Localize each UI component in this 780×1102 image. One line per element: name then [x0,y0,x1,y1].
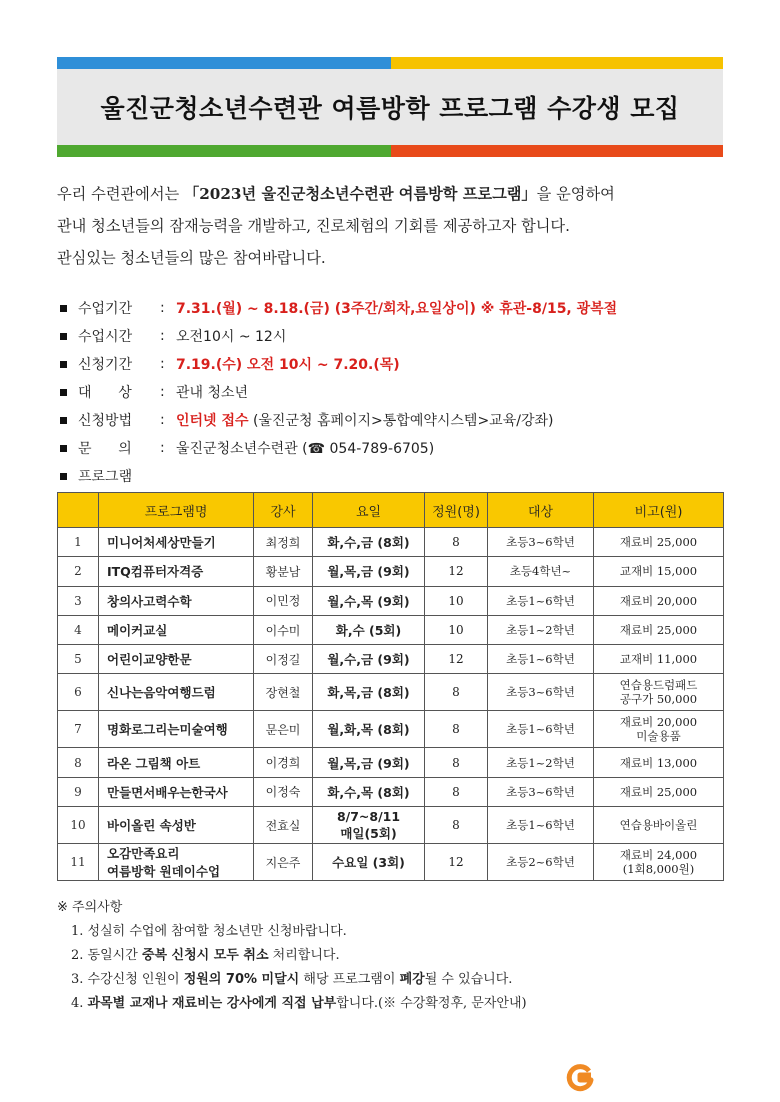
cell-program-name-text: 신나는음악여행드럼 [107,685,216,701]
cell-note-text: 미술용품 [636,729,681,744]
cell-note [594,748,724,777]
info-label: 신청기간 [78,357,133,373]
cell-note [594,777,724,806]
cell-note-text: 재료비 13,000 [619,755,698,770]
cell-teacher [254,645,313,674]
bullet-icon [60,445,67,452]
cell-capacity-text: 12 [448,652,464,667]
note-item [57,992,737,1016]
cell-program-name [99,844,254,881]
note-item [57,944,737,968]
cell-program-name [99,586,254,615]
cell-target [488,615,594,644]
cell-capacity-text: 8 [452,755,460,770]
cell-program-name [99,645,254,674]
cell-day [313,645,425,674]
col-header-teacher: 강사 [254,493,313,528]
table-row [58,645,724,674]
cell-program-name [99,711,254,748]
cell-capacity [425,807,488,844]
cell-teacher [254,528,313,557]
cell-no [58,748,99,777]
cell-target-text: 초등3~6학년 [506,535,575,550]
cell-day [313,748,425,777]
cell-day-text: 화,수,목 (8회) [327,784,410,800]
cell-day-text: 월,목,금 (9회) [327,755,410,771]
cell-target-text: 초등3~6학년 [506,685,575,700]
cell-target [488,645,594,674]
cell-no-text: 1 [74,535,82,550]
cell-teacher [254,586,313,615]
cell-day-text: 매일(5회) [340,825,397,841]
note-text: 3. 수강신청 인원이 [71,972,184,987]
info-row-program [60,462,740,490]
cell-teacher-text: 문은미 [265,722,301,737]
cell-capacity-text: 10 [448,623,464,638]
cell-note [594,528,724,557]
cell-no [58,615,99,644]
cell-no-text: 8 [74,755,82,770]
cell-capacity-text: 8 [452,818,460,833]
cell-day-text: 수요일 (3회) [332,855,405,871]
table-row [58,557,724,586]
cell-note [594,586,724,615]
g-logo-icon [565,1063,595,1093]
cell-no-text: 9 [74,784,82,799]
note-text: 해당 프로그램이 [299,972,400,987]
cell-teacher-text: 전효실 [265,818,301,833]
cell-target [488,557,594,586]
cell-capacity [425,528,488,557]
cell-target-text: 초등1~2학년 [506,755,575,770]
info-value-highlight: 인터넷 접수 [176,413,249,429]
cell-day-text: 월,화,목 (8회) [327,722,410,738]
cell-target [488,777,594,806]
cell-teacher-text: 이수미 [265,623,301,638]
cell-capacity-text: 10 [448,593,464,608]
cell-program-name-text: 어린이교양한문 [107,652,192,668]
cell-target-text: 초등2~6학년 [506,855,575,870]
info-label: 수업시간 [78,329,133,345]
notes-heading: ※ 주의사항 [57,900,123,915]
cell-program-name-text: 창의사고력수학 [107,593,192,609]
cell-capacity-text: 12 [448,564,464,579]
cell-program-name-text: 라온 그림책 아트 [107,755,201,771]
cell-teacher-text: 지은주 [265,855,301,870]
cell-teacher-text: 이정길 [265,652,301,667]
intro-program-name: 「2023년 울진군청소년수련관 여름방학 프로그램」 [184,185,537,203]
cell-program-name-text: 여름방학 원데이수업 [107,864,221,880]
cell-no-text: 3 [74,593,82,608]
cell-day-text: 8/7~8/11 [336,808,401,824]
cell-day [313,557,425,586]
info-label: 신청방법 [78,413,133,429]
cell-teacher [254,748,313,777]
cell-target [488,586,594,615]
cell-target [488,674,594,711]
cell-teacher [254,777,313,806]
cell-day [313,674,425,711]
table-row [58,674,724,711]
cell-note-text: 재료비 25,000 [619,535,698,550]
cell-teacher [254,807,313,844]
table-row [58,586,724,615]
cell-day-text: 화,목,금 (8회) [327,685,410,701]
cell-no [58,711,99,748]
top-color-bar [57,57,723,69]
cell-program-name-text: 명화로그리는미술여행 [107,722,228,738]
bullet-icon [60,305,67,312]
cell-capacity-text: 12 [448,855,464,870]
info-row-time: 수업시간 : 오전10시 ~ 12시 [60,322,740,350]
table-row [58,615,724,644]
cell-program-name-text: 만들면서배우는한국사 [107,784,228,800]
bullet-icon [60,333,67,340]
title-box [57,69,723,145]
cell-teacher [254,844,313,881]
cell-note [594,844,724,881]
col-header-note: 비고(원) [594,493,724,528]
bullet-icon [60,389,67,396]
cell-capacity [425,748,488,777]
cell-day-text: 월,수,금 (9회) [327,652,410,668]
note-item: 1. 성실히 수업에 참여할 청소년만 신청바랍니다. [71,924,347,939]
cell-target-text: 초등1~6학년 [506,593,575,608]
cell-note [594,557,724,586]
info-row-target: 대 상 : 관내 청소년 [60,378,740,406]
info-row-period: 수업기간 : 7.31.(월) ~ 8.18.(금) (3주간/회차,요일상이) ※ 휴관-8/15, 광복절 [60,294,740,322]
cell-day [313,528,425,557]
cell-teacher-text: 장현철 [265,685,301,700]
cell-day-text: 화,수,금 (8회) [327,535,410,551]
cell-no [58,645,99,674]
cell-day [313,615,425,644]
col-header-capacity: 정원(명) [425,493,488,528]
cell-note-text: 재료비 25,000 [619,784,698,799]
cell-no-text: 11 [70,855,86,870]
bullet-icon [60,417,67,424]
cell-note-text: 연습용드럼패드 [619,678,698,693]
cell-target-text: 초등1~2학년 [506,623,575,638]
info-label: 대 상 [78,385,132,401]
cell-note-text: 교재비 11,000 [619,652,698,667]
cell-target [488,748,594,777]
cell-teacher-text: 최정희 [265,535,301,550]
cell-capacity-text: 8 [452,722,460,737]
cell-day [313,777,425,806]
cell-target-text: 초등1~6학년 [506,818,575,833]
cell-program-name-text: 바이올린 속성반 [107,818,196,834]
cell-note-text: 재료비 24,000 [619,848,698,863]
cell-target [488,528,594,557]
info-value: 7.19.(수) 오전 10시 ~ 7.20.(목) [176,357,400,373]
cell-note-text: 재료비 20,000 [619,715,698,730]
cell-program-name-text: 미니어처세상만들기 [107,535,216,551]
cell-target-text: 초등1~6학년 [506,652,575,667]
cell-program-name [99,528,254,557]
cell-note [594,711,724,748]
table-row [58,844,724,881]
col-header-target: 대상 [488,493,594,528]
cell-note-text: (1회8,000원) [622,862,695,877]
cell-no-text: 4 [74,623,82,638]
cell-target [488,711,594,748]
intro-line-3: 관심있는 청소년들의 많은 참여바랍니다. [57,249,326,267]
cell-program-name [99,807,254,844]
cell-day [313,807,425,844]
cell-target-text: 초등3~6학년 [506,784,575,799]
cell-no-text: 7 [74,722,82,737]
col-header-no [58,493,99,528]
info-label: 문 의 [78,441,132,457]
cell-day-text: 월,수,목 (9회) [327,593,410,609]
cell-program-name-text: 메이커교실 [107,623,168,639]
cell-target [488,844,594,881]
cell-teacher-text: 이정숙 [265,785,301,800]
cell-capacity-text: 8 [452,685,460,700]
cell-teacher [254,674,313,711]
intro-line-2: 관내 청소년들의 잠재능력을 개발하고, 진로체험의 기회를 제공하고자 합니다. [57,217,570,235]
cell-note-text: 교재비 15,000 [619,564,698,579]
cell-capacity [425,586,488,615]
info-row-apply-period: 신청기간 : 7.19.(수) 오전 10시 ~ 7.20.(목) [60,350,740,378]
page-title: 울진군청소년수련관 여름방학 프로그램 수강생 모집 [100,94,680,123]
cell-target-text: 초등1~6학년 [506,722,575,737]
intro-text: 을 운영하여 [536,185,615,203]
note-bold: 정원의 70% 미달시 [183,972,300,987]
table-row [58,748,724,777]
cell-capacity-text: 8 [452,535,460,550]
note-item [57,968,737,992]
cell-no [58,844,99,881]
note-text: 4. [71,996,88,1011]
program-table [57,492,724,881]
note-bold: 폐강 [399,972,425,987]
cell-note-text: 연습용바이올린 [619,818,698,833]
cell-program-name [99,615,254,644]
cell-capacity [425,844,488,881]
info-list [60,294,740,490]
cell-teacher [254,711,313,748]
cell-capacity [425,777,488,806]
cell-capacity-text: 8 [452,784,460,799]
cell-note [594,645,724,674]
cell-no [58,777,99,806]
note-text: 처리합니다. [268,948,340,963]
cell-no [58,528,99,557]
notes-section [57,896,737,1016]
bottom-color-bar [57,145,723,157]
note-bold: 과목별 교재나 재료비는 강사에게 직접 납부 [87,996,337,1011]
cell-teacher-text: 이경희 [265,756,301,771]
bullet-icon [60,361,67,368]
note-text: 2. 동일시간 [71,948,142,963]
col-header-name: 프로그램명 [99,493,254,528]
table-row [58,807,724,844]
cell-no [58,807,99,844]
info-label: 프로그램 [78,469,133,485]
cell-teacher-text: 황분남 [265,564,301,579]
cell-no-text: 6 [74,685,82,700]
cell-program-name-text: ITQ컴퓨터자격증 [107,564,204,580]
info-row-inquiry: 문 의 : 울진군청소년수련관 (☎ 054-789-6705) [60,434,740,462]
cell-program-name-text: 오감만족요리 [107,846,180,862]
cell-teacher-text: 이민정 [265,594,301,609]
info-value: (울진군청 홈페이지>통합예약시스템>교육/강좌) [248,413,554,429]
cell-capacity [425,615,488,644]
cell-no-text: 5 [74,652,82,667]
cell-capacity [425,674,488,711]
cell-program-name [99,557,254,586]
cell-no [58,674,99,711]
cell-note-text: 공구가 50,000 [619,692,698,707]
table-header-row [58,493,724,528]
info-label: 수업기간 [78,301,133,317]
info-value: 오전10시 ~ 12시 [176,329,287,345]
cell-no-text: 2 [74,564,82,579]
note-bold: 중복 신청시 모두 취소 [141,948,269,963]
info-row-method: 신청방법 : 인터넷 접수 (울진군청 홈페이지>통합예약시스템>교육/강좌) [60,406,740,434]
cell-capacity [425,711,488,748]
cell-no-text: 10 [70,818,86,833]
cell-no [58,557,99,586]
cell-capacity [425,557,488,586]
cell-program-name [99,674,254,711]
cell-note [594,807,724,844]
bullet-icon [60,473,67,480]
cell-capacity [425,645,488,674]
cell-target-text: 초등4학년~ [509,564,572,579]
info-value: 7.31.(월) ~ 8.18.(금) (3주간/회차,요일상이) ※ 휴관-8/15, 광복절 [176,301,618,317]
cell-note [594,615,724,644]
table-row [58,777,724,806]
cell-note-text: 재료비 25,000 [619,623,698,638]
cell-day-text: 월,목,금 (9회) [327,564,410,580]
cell-note-text: 재료비 20,000 [619,593,698,608]
cell-day [313,844,425,881]
cell-day [313,586,425,615]
note-text: 합니다.(※ 수강확정후, 문자안내) [336,996,527,1011]
intro-text: 우리 수련관에서는 [57,185,185,203]
cell-teacher [254,615,313,644]
cell-no [58,586,99,615]
cell-note [594,674,724,711]
table-row [58,528,724,557]
cell-day [313,711,425,748]
note-text: 될 수 있습니다. [424,972,513,987]
intro-paragraph [57,178,737,274]
cell-teacher [254,557,313,586]
cell-target [488,807,594,844]
col-header-day: 요일 [313,493,425,528]
cell-day-text: 화,수 (5회) [335,623,402,639]
info-value: 울진군청소년수련관 (☎ 054-789-6705) [176,441,435,457]
cell-program-name [99,777,254,806]
cell-program-name [99,748,254,777]
info-value: 관내 청소년 [176,385,249,401]
table-row [58,711,724,748]
